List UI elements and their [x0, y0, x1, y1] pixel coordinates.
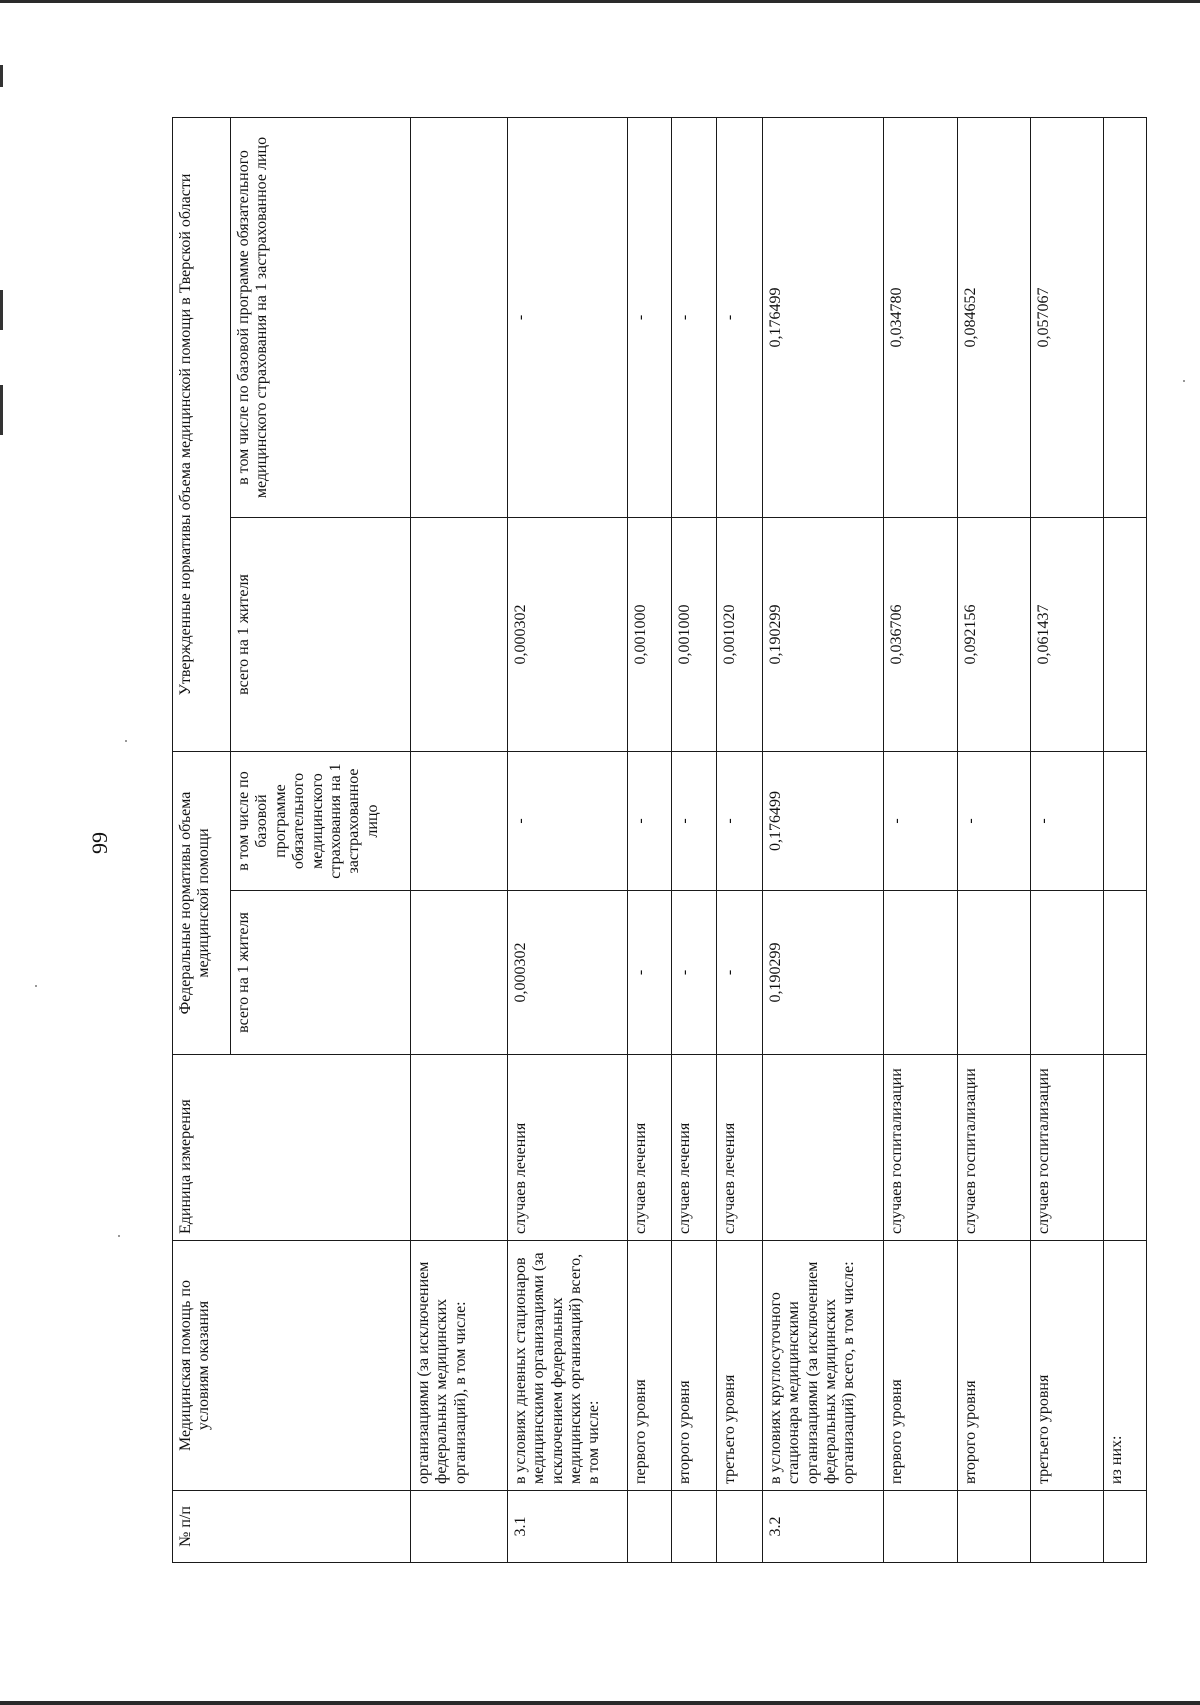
row-reg-total: 0,001000 [628, 518, 672, 752]
row-reg-total: 0,036706 [884, 518, 957, 752]
scan-bottom-edge [0, 1701, 1200, 1705]
row-unit: случаев госпитализации [957, 1055, 1030, 1241]
header-federal-oms: в том числе по базовой программе обязательного медицинского страхования на 1 застрахованное лицо [231, 752, 411, 891]
row-fed-oms: - [507, 752, 628, 891]
header-federal-total: всего на 1 жителя [231, 891, 411, 1055]
header-approved-total: всего на 1 жителя [231, 518, 411, 752]
row-num: 3.2 [762, 1491, 884, 1563]
header-unit: Единица измерения [173, 1055, 411, 1241]
row-num [884, 1491, 957, 1563]
scan-edge-mark [0, 385, 3, 435]
header-approved: Утвержденные нормативы объема медицинской помощи в Тверской области [173, 118, 231, 752]
row-reg-oms: - [672, 118, 716, 518]
row-reg-oms: 0,034780 [884, 118, 957, 518]
row-fed-oms: - [716, 752, 762, 891]
row-unit: случаев лечения [628, 1055, 672, 1241]
row-fed-total [957, 891, 1030, 1055]
row-reg-oms: 0,057067 [1030, 118, 1103, 518]
row-reg-oms: - [507, 118, 628, 518]
scan-speck [125, 740, 127, 742]
row-fed-oms [411, 752, 508, 891]
row-name: третьего уровня [1030, 1241, 1103, 1491]
row-name: третьего уровня [716, 1241, 762, 1491]
row-unit: случаев лечения [507, 1055, 628, 1241]
row-name: второго уровня [672, 1241, 716, 1491]
row-name: из них: [1103, 1241, 1146, 1491]
row-fed-total: 0,190299 [762, 891, 884, 1055]
row-reg-total: 0,001000 [672, 518, 716, 752]
row-num [716, 1491, 762, 1563]
row-fed-total [411, 891, 508, 1055]
row-num [957, 1491, 1030, 1563]
row-reg-oms [1103, 118, 1146, 518]
row-fed-total: 0,000302 [507, 891, 628, 1055]
row-reg-oms: - [716, 118, 762, 518]
page-number: 99 [87, 832, 112, 854]
row-name: организациями (за исключением федеральных медицинских организаций), в том числе: [411, 1241, 508, 1491]
row-reg-oms: 0,176499 [762, 118, 884, 518]
table-row [507, 118, 628, 1563]
row-unit [411, 1055, 508, 1241]
row-reg-total [411, 518, 508, 752]
row-num: 3.1 [507, 1491, 628, 1563]
row-reg-oms [411, 118, 508, 518]
row-fed-oms: - [957, 752, 1030, 891]
row-reg-oms: - [628, 118, 672, 518]
rotated-document [172, 118, 1147, 1563]
row-reg-total: 0,001020 [716, 518, 762, 752]
row-reg-total: 0,061437 [1030, 518, 1103, 752]
row-fed-total: - [716, 891, 762, 1055]
table-row [957, 118, 1030, 1563]
table-row [716, 118, 762, 1563]
row-fed-oms: 0,176499 [762, 752, 884, 891]
row-num [672, 1491, 716, 1563]
header-approved-oms: в том числе по базовой программе обязательного медицинского страхования на 1 застрахованное лицо [231, 118, 411, 518]
header-care: Медицинская помощь по условиям оказания [173, 1241, 411, 1491]
norms-table [172, 117, 1147, 1563]
table-row [411, 118, 508, 1563]
header-num: № п/п [173, 1491, 411, 1563]
table-row [672, 118, 716, 1563]
row-name: в условиях круглосуточного стационара медицинскими организациями (за исключением федеральных медицинских организаций) всего, в том числе: [762, 1241, 884, 1491]
table-row [884, 118, 957, 1563]
header-federal: Федеральные нормативы объема медицинской помощи [173, 752, 231, 1055]
row-name: первого уровня [884, 1241, 957, 1491]
row-unit: случаев лечения [672, 1055, 716, 1241]
row-reg-oms: 0,084652 [957, 118, 1030, 518]
row-unit: случаев лечения [716, 1055, 762, 1241]
scan-edge-mark [0, 290, 3, 330]
row-num [1103, 1491, 1146, 1563]
row-unit [762, 1055, 884, 1241]
row-reg-total: 0,190299 [762, 518, 884, 752]
table-row [762, 118, 884, 1563]
row-name: второго уровня [957, 1241, 1030, 1491]
scan-speck [118, 1235, 120, 1237]
row-num [1030, 1491, 1103, 1563]
scan-speck [35, 985, 37, 987]
table-row [628, 118, 672, 1563]
row-fed-total [1103, 891, 1146, 1055]
row-num [628, 1491, 672, 1563]
row-fed-total: - [672, 891, 716, 1055]
row-fed-oms: - [884, 752, 957, 891]
scan-speck [1183, 380, 1185, 382]
row-num [411, 1491, 508, 1563]
row-fed-total: - [628, 891, 672, 1055]
row-fed-oms: - [672, 752, 716, 891]
row-unit: случаев госпитализации [884, 1055, 957, 1241]
header-row-1 [173, 118, 231, 1563]
row-reg-total: 0,000302 [507, 518, 628, 752]
row-unit: случаев госпитализации [1030, 1055, 1103, 1241]
row-fed-total [884, 891, 957, 1055]
table-row [1103, 118, 1146, 1563]
row-unit [1103, 1055, 1146, 1241]
row-name: первого уровня [628, 1241, 672, 1491]
row-fed-oms [1103, 752, 1146, 891]
row-reg-total [1103, 518, 1146, 752]
row-reg-total: 0,092156 [957, 518, 1030, 752]
row-fed-total [1030, 891, 1103, 1055]
row-fed-oms: - [628, 752, 672, 891]
row-name: в условиях дневных стационаров медицинскими организациями (за исключением федеральных медицинских организаций) всего, в том числе: [507, 1241, 628, 1491]
scan-top-edge [0, 0, 1200, 3]
row-fed-oms: - [1030, 752, 1103, 891]
table-row [1030, 118, 1103, 1563]
scan-edge-mark [0, 65, 3, 87]
